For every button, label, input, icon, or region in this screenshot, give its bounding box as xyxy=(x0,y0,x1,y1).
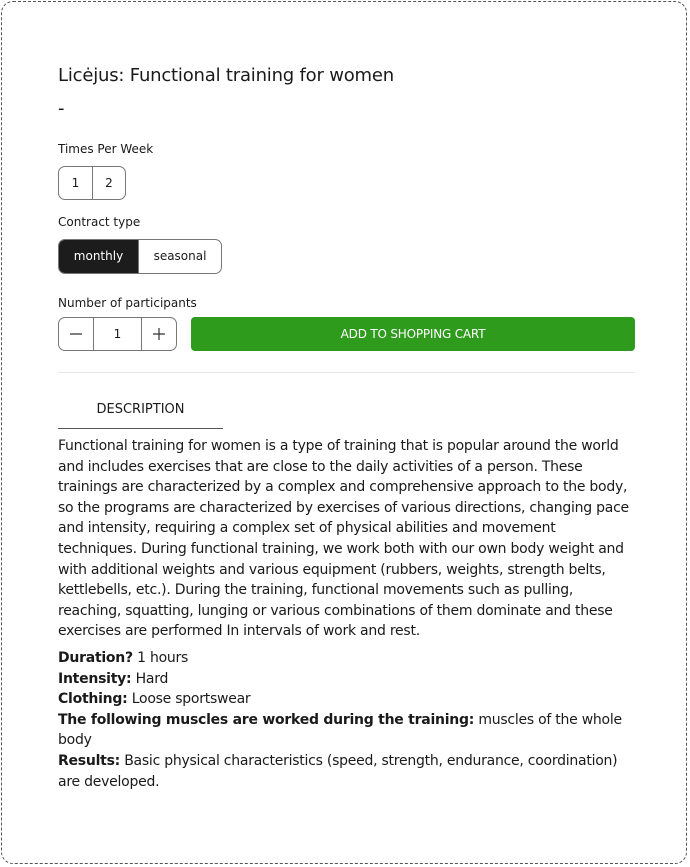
plus-icon xyxy=(152,327,166,341)
times-per-week-selector xyxy=(58,166,126,200)
tab-description[interactable]: DESCRIPTION xyxy=(58,394,223,429)
times-per-week-label: Times Per Week xyxy=(58,142,154,156)
contract-option-seasonal[interactable]: seasonal xyxy=(138,240,221,273)
detail-muscles: The following muscles are worked during the training: muscles of the whole body xyxy=(58,711,622,749)
detail-intensity: Intensity: Hard xyxy=(58,670,169,687)
training-details xyxy=(58,648,635,792)
detail-duration: Duration? 1 hours xyxy=(58,649,189,666)
product-content xyxy=(58,62,635,792)
product-card xyxy=(1,1,687,864)
participants-label: Number of participants xyxy=(58,296,197,310)
contract-type-selector xyxy=(58,239,222,274)
quantity-stepper xyxy=(58,317,177,351)
product-title: Licėjus: Functional training for women xyxy=(58,65,394,86)
purchase-row xyxy=(58,317,635,351)
minus-icon xyxy=(69,327,83,341)
description-text: Functional training for women is a type of training that is popular around the world and includes exercises that are close to the daily activities of a person. These trainings are characterized by a complex and comprehensive approach to the body, so the programs are characterized by exercises of various directions, changing pace and intensity, requiring a complex set of physical abilities and movement techniques. During functional training, we work both with our own body weight and with additional weights and various equipment (rubbers, weights, strength belts, kettlebells, etc.). During the training, functional movements such as pulling, reaching, squatting, lunging or various combinations of them dominate and these exercises are performed In intervals of work and rest. xyxy=(58,438,629,640)
times-option-1[interactable]: 1 xyxy=(71,176,80,190)
product-price: - xyxy=(58,98,65,119)
contract-type-label: Contract type xyxy=(58,215,141,229)
times-option-2[interactable]: 2 xyxy=(92,167,125,199)
contract-option-monthly[interactable]: monthly xyxy=(59,240,138,273)
quantity-input[interactable]: 1 xyxy=(93,318,142,350)
section-divider xyxy=(58,372,635,373)
increase-quantity-button[interactable] xyxy=(142,318,176,350)
detail-results: Results: Basic physical characteristics (speed, strength, endurance, coordination) are developed. xyxy=(58,752,618,790)
add-to-cart-button[interactable]: ADD TO SHOPPING CART xyxy=(191,317,635,351)
decrease-quantity-button[interactable] xyxy=(59,318,93,350)
detail-clothing: Clothing: Loose sportswear xyxy=(58,691,251,708)
